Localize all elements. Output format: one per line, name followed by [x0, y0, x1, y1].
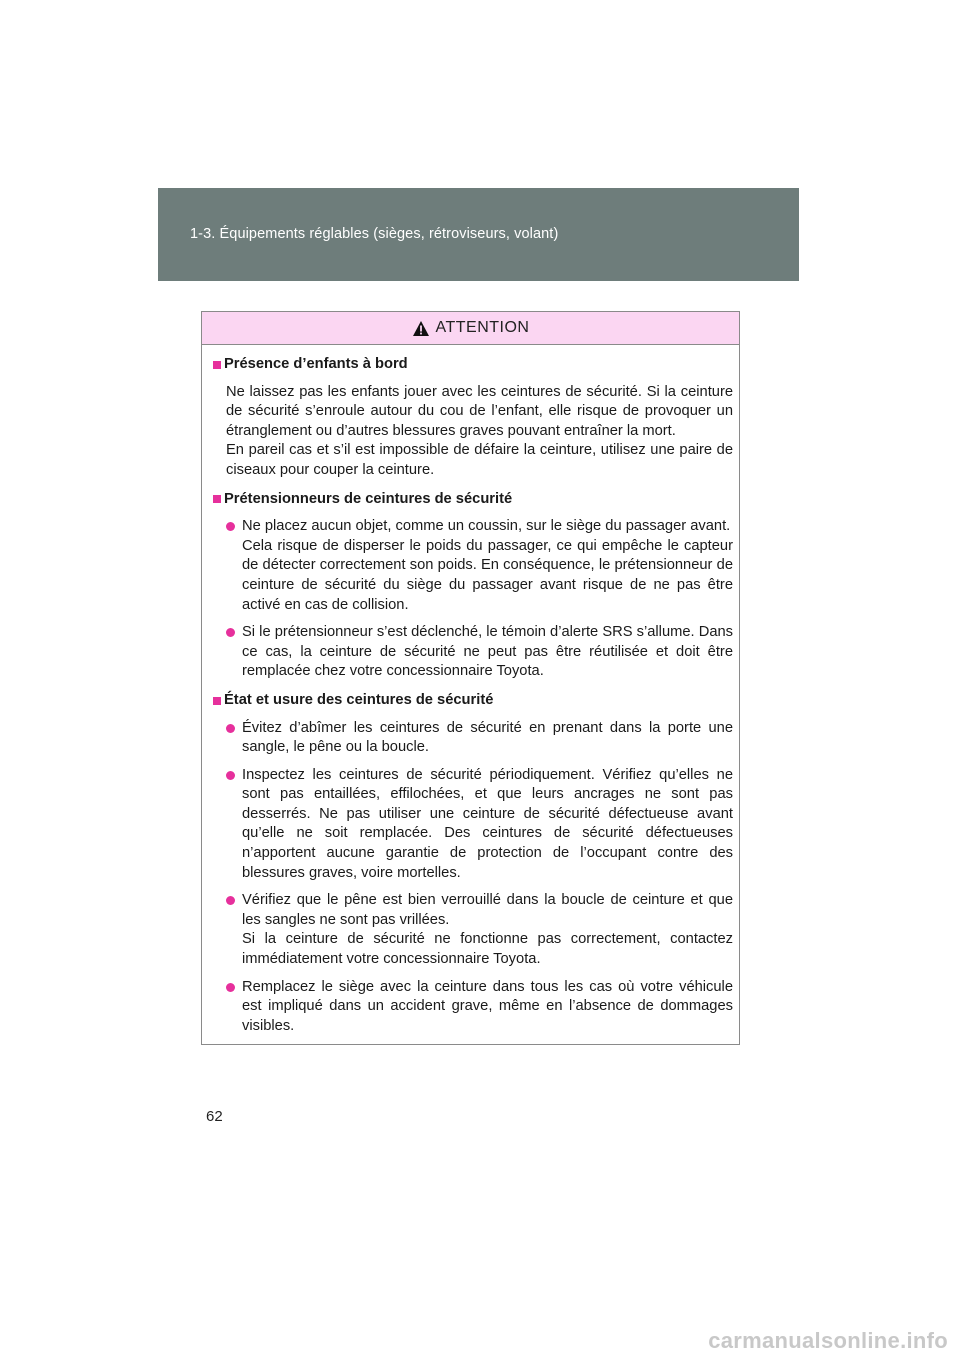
section-heading: État et usure des ceintures de sécurité: [213, 691, 733, 711]
round-bullet-icon: [226, 628, 235, 637]
list-item: Inspectez les ceintures de sécurité périodiquement. Vérifiez qu’elles ne sont pas entaillées, effilochées, et que leurs ancrages ne sont pas desserrés. Ne pas utiliser une ceinture de sécurité défectueuse avant qu’elle ne soit remplacée. Des ceintures de sécurité défectueuses n’apportent aucune garantie de protection de l’occupant contre des blessures graves, voire mortelles.: [213, 766, 733, 884]
header-band: [158, 188, 799, 281]
square-bullet-icon: [213, 361, 221, 369]
list-item: Vérifiez que le pêne est bien verrouillé dans la boucle de ceinture et que les sangles ne sont pas vrillées. Si la ceinture de sécurité ne fonctionne pas correctement, contactez immédiatement votre concessionnaire Toyota.: [213, 891, 733, 969]
list-item: Remplacez le siège avec la ceinture dans tous les cas où votre véhicule est impliqué dans un accident grave, même en l’absence de dommages visibles.: [213, 978, 733, 1037]
section-heading: Prétensionneurs de ceintures de sécurité: [213, 490, 733, 510]
round-bullet-icon: [226, 522, 235, 531]
round-bullet-icon: [226, 896, 235, 905]
list-item: Évitez d’abîmer les ceintures de sécurité en prenant dans la porte une sangle, le pêne ou la boucle.: [213, 719, 733, 758]
paragraph: En pareil cas et s’il est impossible de défaire la ceinture, utilisez une paire de ciseaux pour couper la ceinture.: [226, 442, 733, 478]
square-bullet-icon: [213, 697, 221, 705]
section-title: 1-3. Équipements réglables (sièges, rétroviseurs, volant): [190, 226, 559, 242]
caution-content: [202, 345, 739, 1036]
round-bullet-icon: [226, 983, 235, 992]
watermark: carmanualsonline.info: [708, 1328, 948, 1353]
warning-triangle-icon: [412, 320, 430, 337]
round-bullet-icon: [226, 724, 235, 733]
section-heading: Présence d’enfants à bord: [213, 355, 733, 375]
list-item: Ne placez aucun objet, comme un coussin, sur le siège du passager avant. Cela risque de disperser le poids du passager, ce qui empêche le capteur de détecter correctement son poids. En conséquence, le prétensionneur de ceinture de sécurité du siège du passager avant risque de ne pas être activé en cas de collision.: [213, 517, 733, 615]
square-bullet-icon: [213, 495, 221, 503]
page-number: 62: [206, 1108, 223, 1125]
paragraph: Ne laissez pas les enfants jouer avec les ceintures de sécurité. Si la ceinture de sécurité s’enroule autour du cou de l’enfant, elle risque de provoquer un étranglement ou d’autres blessures graves pouvant entraîner la mort.: [226, 383, 733, 439]
caution-title: ATTENTION: [435, 319, 530, 336]
list-item: Si le prétensionneur s’est déclenché, le témoin d’alerte SRS s’allume. Dans ce cas, la ceinture de sécurité ne peut pas être réutilisée et doit être remplacée chez votre concessionnaire Toyota.: [213, 623, 733, 682]
caution-header: [202, 312, 739, 345]
section-body: [213, 383, 733, 481]
caution-box: [201, 311, 740, 1045]
round-bullet-icon: [226, 771, 235, 780]
